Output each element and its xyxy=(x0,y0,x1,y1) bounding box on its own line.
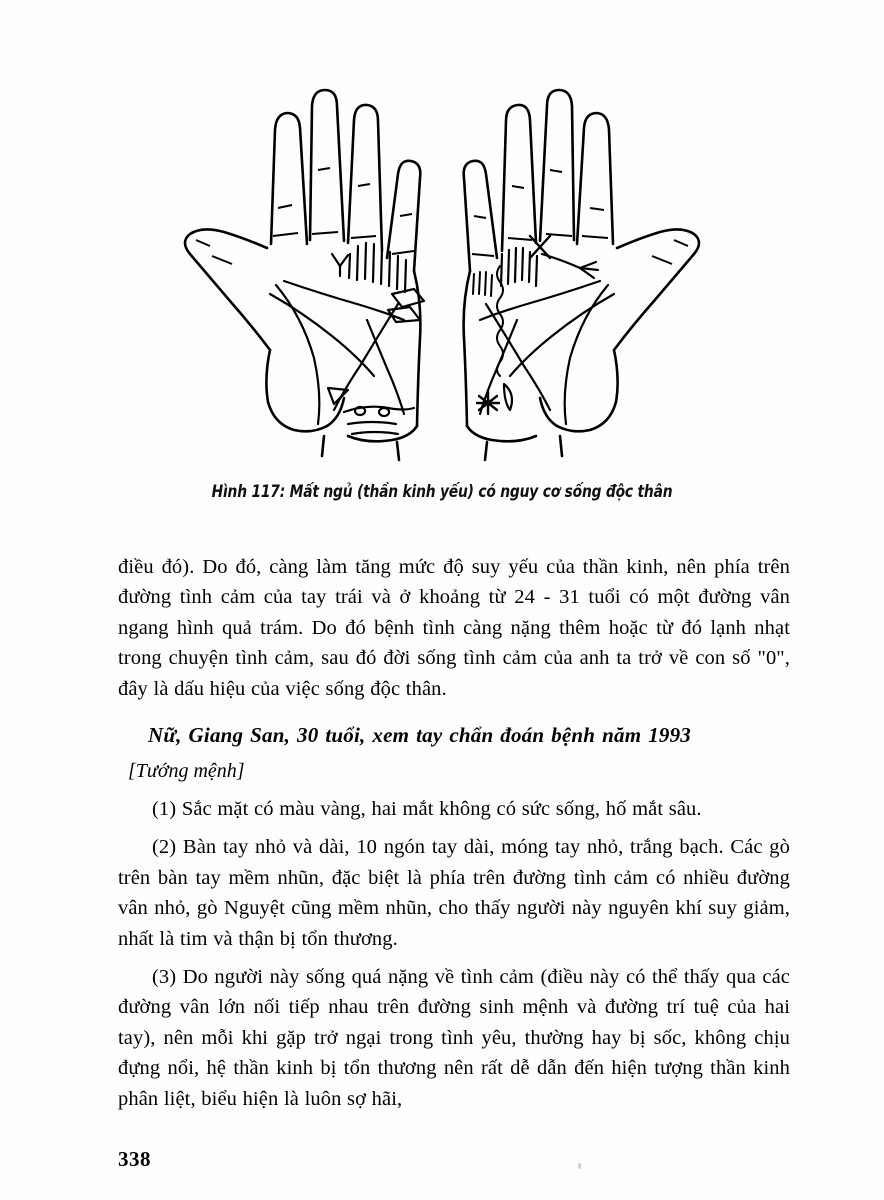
two-hands-line-drawing xyxy=(152,58,732,468)
left-hand-fork-mark xyxy=(332,254,348,276)
scan-speck xyxy=(578,1163,581,1169)
list-item: (1) Sắc mặt có màu vàng, hai mắt không có sức sống, hố mắt sâu. xyxy=(152,798,702,821)
right-hand-leaf-island xyxy=(504,384,512,410)
list-item: (3) Do người này sống quá nặng về tình cảm (điều này có thể thấy qua các đường vân lớn nối tiếp nhau trên đường sinh mệnh và đường trí tuệ của hai tay), nên mỗi khi gặp trở ngại trong tình yêu, thường hay bị sốc, không chịu đựng nổi, hệ thần kinh bị tổn thương nên rất dễ dẫn đến hiện tượng thần kinh phân liệt, biểu hiện là luôn sợ hãi, xyxy=(118,966,790,1110)
list-item: (2) Bàn tay nhỏ và dài, 10 ngón tay dài, móng tay nhỏ, trắng bạch. Các gò trên bàn tay mềm nhũn, đặc biệt là phía trên đường tình cảm có nhiều đường vân nhỏ, gò Nguyệt cũng mềm nhũn, cho thấy người này nguyên khí suy giảm, nhất là tim và thận bị tổn thương. xyxy=(118,836,790,950)
right-hand-hatch-grille xyxy=(501,248,537,286)
figure-illustration xyxy=(0,58,884,468)
left-hand-outline xyxy=(185,90,420,460)
paragraph-continued: điều đó). Do đó, càng làm tăng mức độ suy yếu của thần kinh, nên phía trên đường tình cảm của tay trái và ở khoảng từ 24 - 31 tuổi có một đường vân ngang hình quả trám. Do đó bệnh tình càng nặng thêm hoặc từ đó lạnh nhạt trong chuyện tình cảm, sau đó đời sống tình cảm của anh ta trở về con số "0", đây là dấu hiệu của việc sống độc thân. xyxy=(118,556,790,700)
section-subheading: [Tướng mệnh] xyxy=(128,760,245,783)
case-heading: Nữ, Giang San, 30 tuổi, xem tay chẩn đoán bệnh năm 1993 xyxy=(148,723,691,748)
right-hand-small-hatch-group xyxy=(473,272,492,296)
page-number: 338 xyxy=(118,1147,151,1171)
left-hand-hatch-grille xyxy=(349,243,406,292)
figure-caption: Hình 117: Mất ngủ (thần kinh yếu) có nguy cơ sống độc thân xyxy=(211,482,673,501)
right-hand-outline xyxy=(464,90,699,460)
right-hand-branch-lines xyxy=(542,254,598,278)
body-text-column xyxy=(118,552,790,1114)
